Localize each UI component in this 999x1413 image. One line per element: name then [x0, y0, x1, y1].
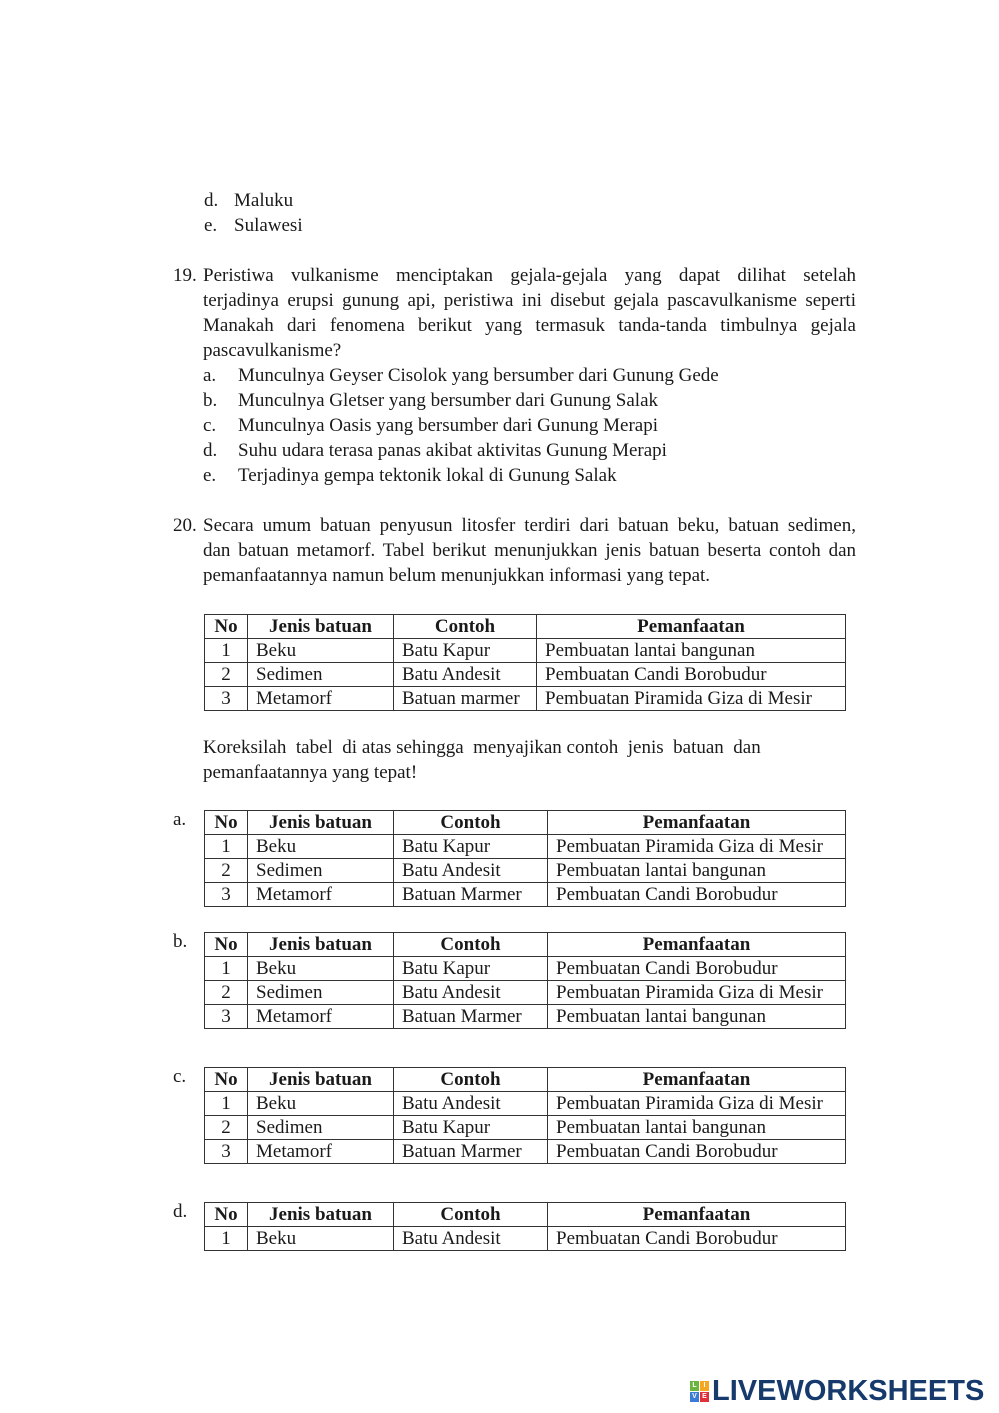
table-header-row [205, 1068, 846, 1092]
table-cell: 3 [205, 1005, 248, 1029]
table-row [205, 883, 846, 907]
table-cell: Batu Kapur [394, 957, 548, 981]
table-header-row [205, 615, 846, 639]
table-cell: Metamorf [248, 1005, 394, 1029]
table-cell: Pembuatan lantai bangunan [548, 859, 846, 883]
option-e [204, 213, 217, 238]
table-cell: Batu Andesit [394, 1227, 548, 1251]
option-text: Munculnya Gletser yang bersumber dari Gunung Salak [238, 390, 659, 411]
column-header: No [205, 615, 248, 639]
table-row [205, 1227, 846, 1251]
table-cell: Pembuatan Candi Borobudur [537, 663, 846, 687]
table-cell: Pembuatan Piramida Giza di Mesir [548, 835, 846, 859]
question-number: 20. [173, 515, 197, 536]
option-letter: d. [204, 190, 219, 211]
column-header: Contoh [394, 933, 548, 957]
column-header: Pemanfaatan [537, 615, 846, 639]
table-cell: 1 [205, 1092, 248, 1116]
table-cell: Beku [248, 1227, 394, 1251]
table-cell: 1 [205, 639, 248, 663]
table-cell: Beku [248, 957, 394, 981]
table-cell: 2 [205, 981, 248, 1005]
table-cell: Batuan marmer [394, 687, 537, 711]
logo-text: LIVEWORKSHEETS [712, 1375, 985, 1407]
answer-option-label[interactable]: b. [173, 931, 188, 952]
column-header: Jenis batuan [248, 933, 394, 957]
table-cell: Batuan Marmer [394, 1140, 548, 1164]
logo-block: L [690, 1381, 699, 1391]
table-cell: Pembuatan Piramida Giza di Mesir [548, 981, 846, 1005]
table-header-row [205, 1203, 846, 1227]
option-letter: b. [203, 390, 218, 411]
table-cell: Beku [248, 639, 394, 663]
table-row [205, 639, 846, 663]
table-cell: Batu Andesit [394, 981, 548, 1005]
option-text: Munculnya Geyser Cisolok yang bersumber dari Gunung Gede [238, 365, 719, 386]
table-cell: Sedimen [248, 981, 394, 1005]
liveworksheets-logo [690, 1375, 984, 1408]
option-text: Suhu udara terasa panas akibat aktivitas Gunung Merapi [238, 440, 667, 461]
column-header: No [205, 811, 248, 835]
logo-icon [690, 1381, 709, 1402]
column-header: Jenis batuan [248, 1203, 394, 1227]
table-cell: 3 [205, 687, 248, 711]
table-row [205, 663, 846, 687]
table-cell: 3 [205, 883, 248, 907]
question-text: pemanfaatannya namun belum menunjukkan informasi yang tepat. [203, 565, 711, 586]
column-header: Pemanfaatan [548, 1068, 846, 1092]
option-text: Sulawesi [234, 215, 303, 236]
table-row [205, 859, 846, 883]
column-header: Pemanfaatan [548, 1203, 846, 1227]
table-cell: Metamorf [248, 1140, 394, 1164]
table-cell: Beku [248, 835, 394, 859]
table-cell: Batu Andesit [394, 1092, 548, 1116]
table-row [205, 1005, 846, 1029]
option-letter: e. [203, 465, 217, 486]
answer-option-label[interactable]: d. [173, 1201, 188, 1222]
table-cell: Pembuatan Candi Borobudur [548, 883, 846, 907]
option-letter: c. [203, 415, 217, 436]
option-text: Maluku [234, 190, 294, 211]
table-row [205, 1092, 846, 1116]
table-cell: Batu Kapur [394, 639, 537, 663]
question-text: Manakah dari fenomena berikut yang termasuk tanda-tanda timbulnya gejala [203, 315, 856, 336]
column-header: No [205, 1068, 248, 1092]
table-cell: 2 [205, 859, 248, 883]
table-cell: Pembuatan lantai bangunan [537, 639, 846, 663]
table-cell: 2 [205, 663, 248, 687]
question-number: 19. [173, 265, 197, 286]
question-text: Secara umum batuan penyusun litosfer terdiri dari batuan beku, batuan sedimen, [203, 515, 856, 536]
option-letter: d. [203, 440, 218, 461]
answer-option-label[interactable]: a. [173, 809, 187, 830]
table-cell: Batu Andesit [394, 663, 537, 687]
table-header-row [205, 933, 846, 957]
table-row [205, 687, 846, 711]
question-text: pascavulkanisme? [203, 340, 342, 361]
column-header: Pemanfaatan [548, 933, 846, 957]
table-cell: Metamorf [248, 687, 394, 711]
logo-block: E [700, 1392, 709, 1402]
table-cell: Sedimen [248, 1116, 394, 1140]
table-row [205, 981, 846, 1005]
column-header: Jenis batuan [248, 811, 394, 835]
column-header: Pemanfaatan [548, 811, 846, 835]
option-text: Terjadinya gempa tektonik lokal di Gunung Salak [238, 465, 617, 486]
table-cell: Batuan Marmer [394, 883, 548, 907]
option-d [204, 188, 218, 213]
table-cell: 1 [205, 1227, 248, 1251]
table-cell: 2 [205, 1116, 248, 1140]
logo-block: I [700, 1381, 709, 1391]
instruction-text: pemanfaatannya yang tepat! [203, 762, 418, 783]
answer-table [204, 932, 846, 1029]
table-cell: Batu Andesit [394, 859, 548, 883]
column-header: Jenis batuan [248, 615, 394, 639]
column-header: Contoh [394, 615, 537, 639]
answer-table [204, 1067, 846, 1164]
option-text: Munculnya Oasis yang bersumber dari Gunung Merapi [238, 415, 659, 436]
table-cell: Beku [248, 1092, 394, 1116]
table-cell: Pembuatan lantai bangunan [548, 1116, 846, 1140]
table-cell: 1 [205, 957, 248, 981]
table-cell: Sedimen [248, 859, 394, 883]
table-row [205, 1140, 846, 1164]
instruction-text: Koreksilah tabel di atas sehingga menyajikan contoh jenis batuan dan [203, 737, 761, 758]
table-row [205, 1116, 846, 1140]
table-header-row [205, 811, 846, 835]
table-row [205, 957, 846, 981]
option-letter: e. [204, 215, 218, 236]
table-cell: Pembuatan lantai bangunan [548, 1005, 846, 1029]
column-header: Contoh [394, 1068, 548, 1092]
column-header: No [205, 1203, 248, 1227]
answer-option-label[interactable]: c. [173, 1066, 187, 1087]
question-text: dan batuan metamorf. Tabel berikut menunjukkan jenis batuan beserta contoh dan [203, 540, 856, 561]
logo-block: V [690, 1392, 699, 1402]
column-header: No [205, 933, 248, 957]
table-row [205, 835, 846, 859]
table-cell: Pembuatan Candi Borobudur [548, 1140, 846, 1164]
answer-table [204, 810, 846, 907]
table-cell: Batuan Marmer [394, 1005, 548, 1029]
table-cell: Batu Kapur [394, 1116, 548, 1140]
table-cell: Sedimen [248, 663, 394, 687]
table-cell: 3 [205, 1140, 248, 1164]
table-cell: Pembuatan Piramida Giza di Mesir [537, 687, 846, 711]
table-cell: Pembuatan Piramida Giza di Mesir [548, 1092, 846, 1116]
table-cell: 1 [205, 835, 248, 859]
table-cell: Batu Kapur [394, 835, 548, 859]
column-header: Jenis batuan [248, 1068, 394, 1092]
answer-table [204, 1202, 846, 1251]
table-cell: Metamorf [248, 883, 394, 907]
rock-table [204, 614, 846, 711]
table-cell: Pembuatan Candi Borobudur [548, 957, 846, 981]
question-text: Peristiwa vulkanisme menciptakan gejala-gejala yang dapat dilihat setelah [203, 265, 856, 286]
column-header: Contoh [394, 1203, 548, 1227]
question-text: terjadinya erupsi gunung api, peristiwa ini disebut gejala pascavulkanisme seperti [203, 290, 856, 311]
table-cell: Pembuatan Candi Borobudur [548, 1227, 846, 1251]
column-header: Contoh [394, 811, 548, 835]
option-letter: a. [203, 365, 217, 386]
